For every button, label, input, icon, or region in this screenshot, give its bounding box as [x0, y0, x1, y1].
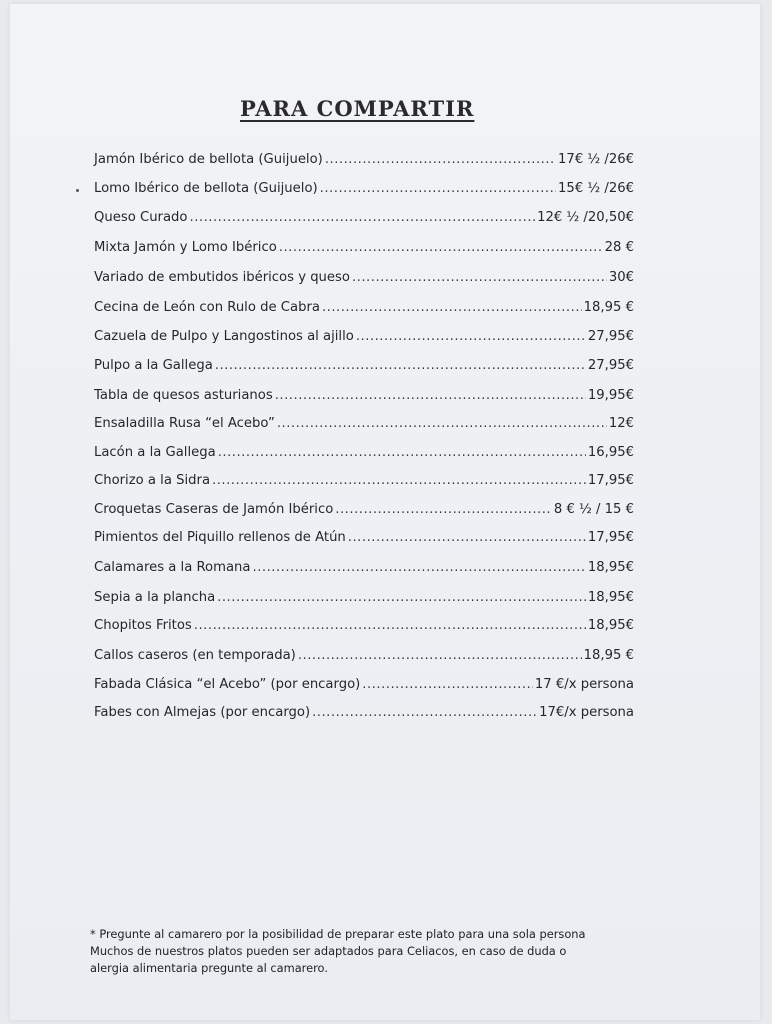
leader-dots [325, 152, 556, 167]
menu-item [94, 181, 634, 203]
menu-item [94, 705, 634, 727]
leader-dots [275, 388, 586, 403]
item-name: Croquetas Caseras de Jamón Ibérico [94, 502, 334, 517]
leader-dots [215, 358, 586, 373]
menu-item [94, 300, 634, 322]
item-name: Sepia a la plancha [94, 590, 216, 605]
item-price: 8 € ½ / 15 € [553, 502, 634, 517]
leader-dots [348, 530, 586, 545]
leader-dots [322, 300, 582, 315]
leader-dots [335, 502, 552, 517]
item-name: Variado de embutidos ibéricos y queso [94, 270, 350, 285]
item-price: 17,95€ [587, 473, 634, 488]
menu-item [94, 329, 634, 351]
item-name: Jamón Ibérico de bellota (Guijuelo) [94, 152, 323, 167]
leader-dots [279, 240, 603, 255]
leader-dots [212, 473, 586, 488]
item-name: Lacón a la Gallega [94, 445, 216, 460]
leader-dots [352, 270, 607, 285]
item-price: 18,95€ [587, 618, 634, 633]
item-name: Chopitos Fritos [94, 618, 192, 633]
item-name: Mixta Jamón y Lomo Ibérico [94, 240, 277, 255]
menu-item [94, 270, 634, 292]
item-name: Calamares a la Romana [94, 560, 251, 575]
leader-dots [320, 181, 556, 196]
item-price: 16,95€ [587, 445, 634, 460]
item-price: 17€/x persona [539, 705, 634, 720]
menu-item [94, 590, 634, 612]
footer-line: * Pregunte al camarero por la posibilidad de preparar este plato para una sola persona [90, 927, 586, 941]
menu-item [94, 416, 634, 438]
footer-note [90, 926, 650, 977]
item-name: Pimientos del Piquillo rellenos de Atún [94, 530, 346, 545]
footer-line: alergia alimentaria pregunte al camarero. [90, 961, 328, 975]
item-name: Queso Curado [94, 210, 188, 225]
menu-item [94, 152, 634, 174]
leader-dots [356, 329, 586, 344]
menu-item [94, 502, 634, 524]
leader-dots [298, 648, 582, 663]
item-price: 17€ ½ /26€ [558, 152, 634, 167]
menu-item [94, 473, 634, 495]
item-price: 18,95€ [587, 560, 634, 575]
item-price: 28 € [604, 240, 634, 255]
item-price: 19,95€ [587, 388, 634, 403]
leader-dots [218, 445, 586, 460]
menu-item [94, 240, 634, 262]
item-name: Cecina de León con Rulo de Cabra [94, 300, 320, 315]
item-price: 12€ ½ /20,50€ [537, 210, 634, 225]
menu-page [10, 4, 760, 1020]
page-title: PARA COMPARTIR [240, 96, 475, 121]
item-price: 18,95 € [583, 300, 634, 315]
item-price: 30€ [608, 270, 634, 285]
item-price: 17,95€ [587, 530, 634, 545]
leader-dots [194, 618, 586, 633]
menu-item [94, 210, 634, 232]
asterisk-mark [76, 189, 79, 192]
item-price: 18,95 € [583, 648, 634, 663]
item-price: 17 €/x persona [534, 677, 634, 692]
item-name: Fabada Clásica “el Acebo” (por encargo) [94, 677, 361, 692]
item-name: Lomo Ibérico de bellota (Guijuelo) [94, 181, 318, 196]
leader-dots [312, 705, 537, 720]
item-name: Callos caseros (en temporada) [94, 648, 296, 663]
leader-dots [190, 210, 536, 225]
item-name: Chorizo a la Sidra [94, 473, 211, 488]
item-price: 27,95€ [587, 329, 634, 344]
item-name: Ensaladilla Rusa “el Acebo” [94, 416, 275, 431]
item-name: Fabes con Almejas (por encargo) [94, 705, 311, 720]
menu-item [94, 445, 634, 467]
menu-item [94, 388, 634, 410]
leader-dots [217, 590, 586, 605]
item-name: Cazuela de Pulpo y Langostinos al ajillo [94, 329, 354, 344]
item-price: 27,95€ [587, 358, 634, 373]
leader-dots [253, 560, 586, 575]
item-price: 15€ ½ /26€ [558, 181, 634, 196]
item-name: Tabla de quesos asturianos [94, 388, 273, 403]
menu-item [94, 648, 634, 670]
item-name: Pulpo a la Gallega [94, 358, 213, 373]
leader-dots [362, 677, 533, 692]
item-price: 12€ [608, 416, 634, 431]
footer-line: Muchos de nuestros platos pueden ser adaptados para Celiacos, en caso de duda o [90, 944, 567, 958]
item-price: 18,95€ [587, 590, 634, 605]
menu-item [94, 560, 634, 582]
menu-item [94, 530, 634, 552]
menu-item [94, 618, 634, 640]
menu-item [94, 677, 634, 699]
menu-item [94, 358, 634, 380]
leader-dots [277, 416, 607, 431]
